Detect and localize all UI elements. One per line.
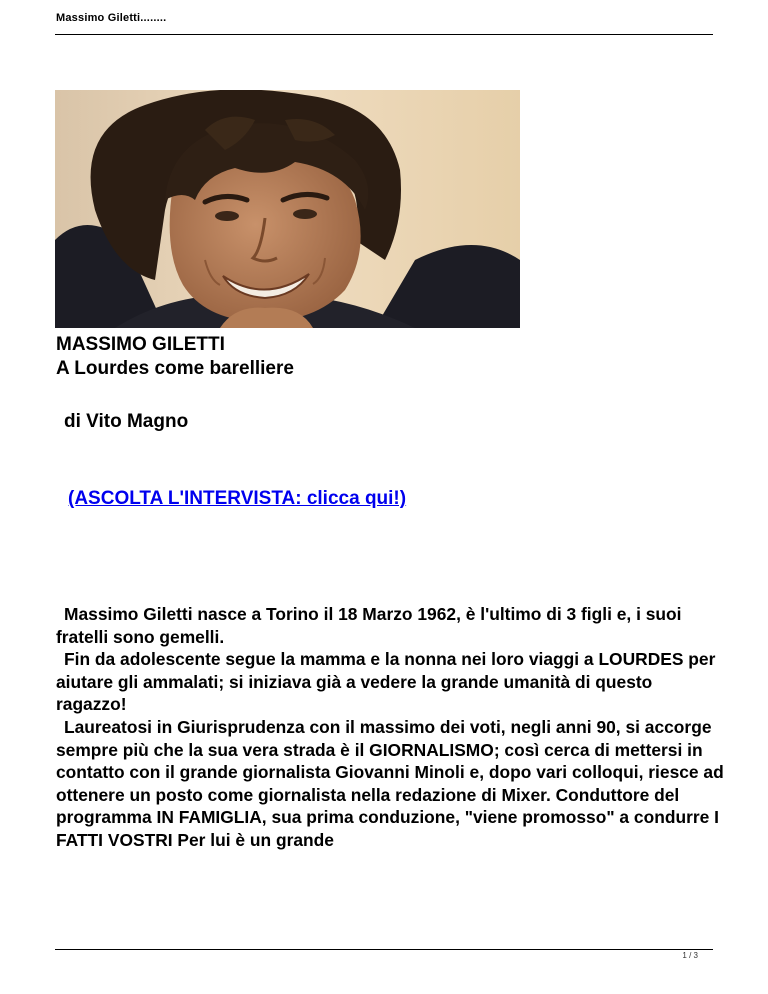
article-subtitle: A Lourdes come barelliere <box>56 358 294 379</box>
listen-interview-link[interactable]: (ASCOLTA L'INTERVISTA: clicca qui!) <box>68 488 407 509</box>
page-number: 1 / 3 <box>682 951 698 960</box>
header-divider <box>55 34 713 35</box>
paragraph: Massimo Giletti nasce a Torino il 18 Marzo 1962, è l'ultimo di 3 figli e, i suoi fratelli sono gemelli. <box>56 604 682 647</box>
article-body <box>56 603 726 852</box>
running-header-title: Massimo Giletti........ <box>56 12 167 24</box>
paragraph: Fin da adolescente segue la mamma e la nonna nei loro viaggi a LOURDES per aiutare gli ammalati; si iniziava già a vedere la grande umanità di questo ragazzo! <box>56 649 716 715</box>
article-title: MASSIMO GILETTI <box>56 334 225 355</box>
paragraph: Laureatosi in Giurisprudenza con il massimo dei voti, negli anni 90, si accorge sempre più che la sua vera strada è il GIORNALISMO; così cerca di mettersi in contatto con il grande giornalista Giovanni Minoli e, dopo vari colloqui, riesce ad ottenere un posto come giornalista nella redazione di Mixer. Conduttore del programma IN FAMIGLIA, sua prima conduzione, "viene promosso" a condurre I FATTI VOSTRI Per lui è un grande <box>56 716 724 850</box>
portrait-illustration <box>55 90 520 328</box>
article-byline: di Vito Magno <box>64 411 189 432</box>
portrait-photo <box>55 90 520 328</box>
footer-divider <box>55 949 713 950</box>
